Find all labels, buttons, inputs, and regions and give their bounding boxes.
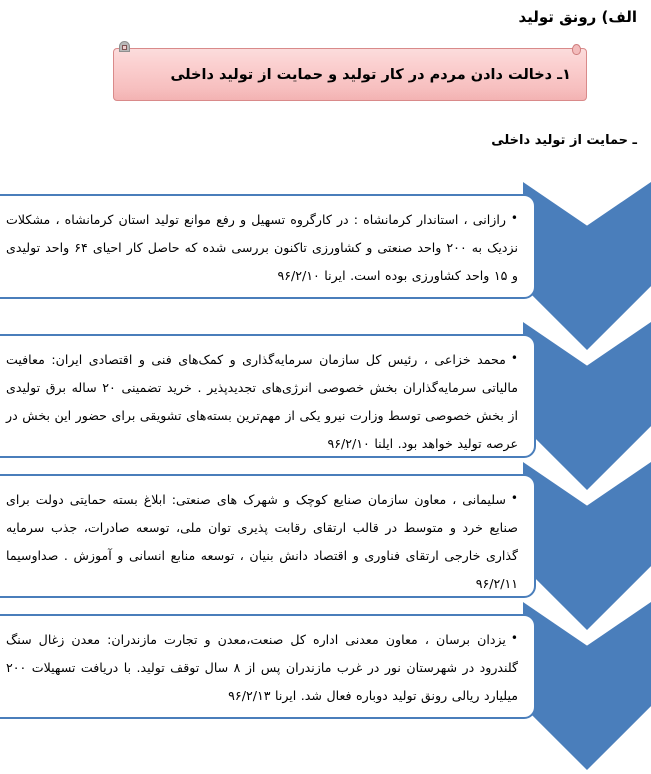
heading-shape[interactable] bbox=[113, 48, 587, 101]
list-item-body: یزدان برسان ، معاون معدنی اداره کل صنعت،معدن و تجارت مازندران: معدن زغال سنگ گلندرود در شهرستان نور در غرب مازندران پس از ۸ سال توقف تولید. با دریافت تسهیلات ۲۰۰ میلیارد ریالی رونق تولید دوباره فعال شد. ایرنا ۹۶/۲/۱۳ bbox=[6, 632, 518, 703]
bullet-icon: • bbox=[510, 631, 518, 645]
page-title: الف) رونق تولید bbox=[518, 8, 637, 26]
list-item[interactable] bbox=[0, 334, 536, 458]
list-item-body: محمد خزاعی ، رئیس کل سازمان سرمایه‌گذاری و کمک‌های فنی و اقتصادی ایران: معافیت مالیاتی سرمایه‌گذاران بخش خصوصی انرژی‌های تجدیدپذیر . خرید تضمینی ۲۰ ساله برق تولیدی از بخش خصوصی توسط وزارت نیرو یکی از مهم‌ترین بسته‌های تشویقی برای حضور این بخش در عرصه تولید خواهد بود. ایلنا ۹۶/۲/۱۰ bbox=[6, 352, 518, 451]
list-item[interactable] bbox=[0, 614, 536, 719]
list-item-body: رازانی ، استاندار کرمانشاه : در کارگروه تسهیل و رفع موانع تولید استان کرمانشاه ، مشکلات نزدیک به ۲۰۰ واحد صنعتی و کشاورزی تاکنون بررسی شده که حاصل کار احیای ۶۴ واحد تولیدی و ۱۵ واحد کشاورزی بوده است. ایرنا ۹۶/۲/۱۰ bbox=[6, 212, 518, 283]
chevron-down-icon bbox=[523, 182, 651, 350]
chevron-down-icon bbox=[523, 602, 651, 770]
list-item[interactable] bbox=[0, 474, 536, 598]
list-item-text-1 bbox=[6, 346, 518, 458]
list-item[interactable] bbox=[0, 194, 536, 299]
list-item-body: سلیمانی ، معاون سازمان صنایع کوچک و شهرک های صنعتی: ابلاغ بسته حمایتی دولت برای صنایع خرد و متوسط در قالب ارتقای رقابت پذیری توان ملی، توسعه صادرات، جذب سرمایه گذاری خارجی ارتقای فناوری و اقتصاد دانش بنیان ، توسعه منابع انسانی و آموزش . صداوسیما ۹۶/۲/۱۱ bbox=[6, 492, 518, 591]
list-item-text-0 bbox=[6, 206, 518, 290]
bullet-icon: • bbox=[510, 211, 518, 225]
list-item-text-3 bbox=[6, 626, 518, 710]
list-item-text-2 bbox=[6, 486, 518, 598]
shape-handle-top-left-icon[interactable] bbox=[572, 44, 581, 55]
chevron-down-icon bbox=[523, 462, 651, 630]
heading-shape-label: ۱ـ دخالت دادن مردم در کار تولید و حمایت از تولید داخلی bbox=[170, 66, 571, 83]
bullet-icon: • bbox=[510, 351, 518, 365]
chevron-down-icon bbox=[523, 322, 651, 490]
bullet-icon: • bbox=[510, 491, 518, 505]
sub-heading: ـ حمایت از تولید داخلی bbox=[491, 133, 637, 148]
shape-rotate-handle-icon[interactable] bbox=[119, 41, 130, 52]
